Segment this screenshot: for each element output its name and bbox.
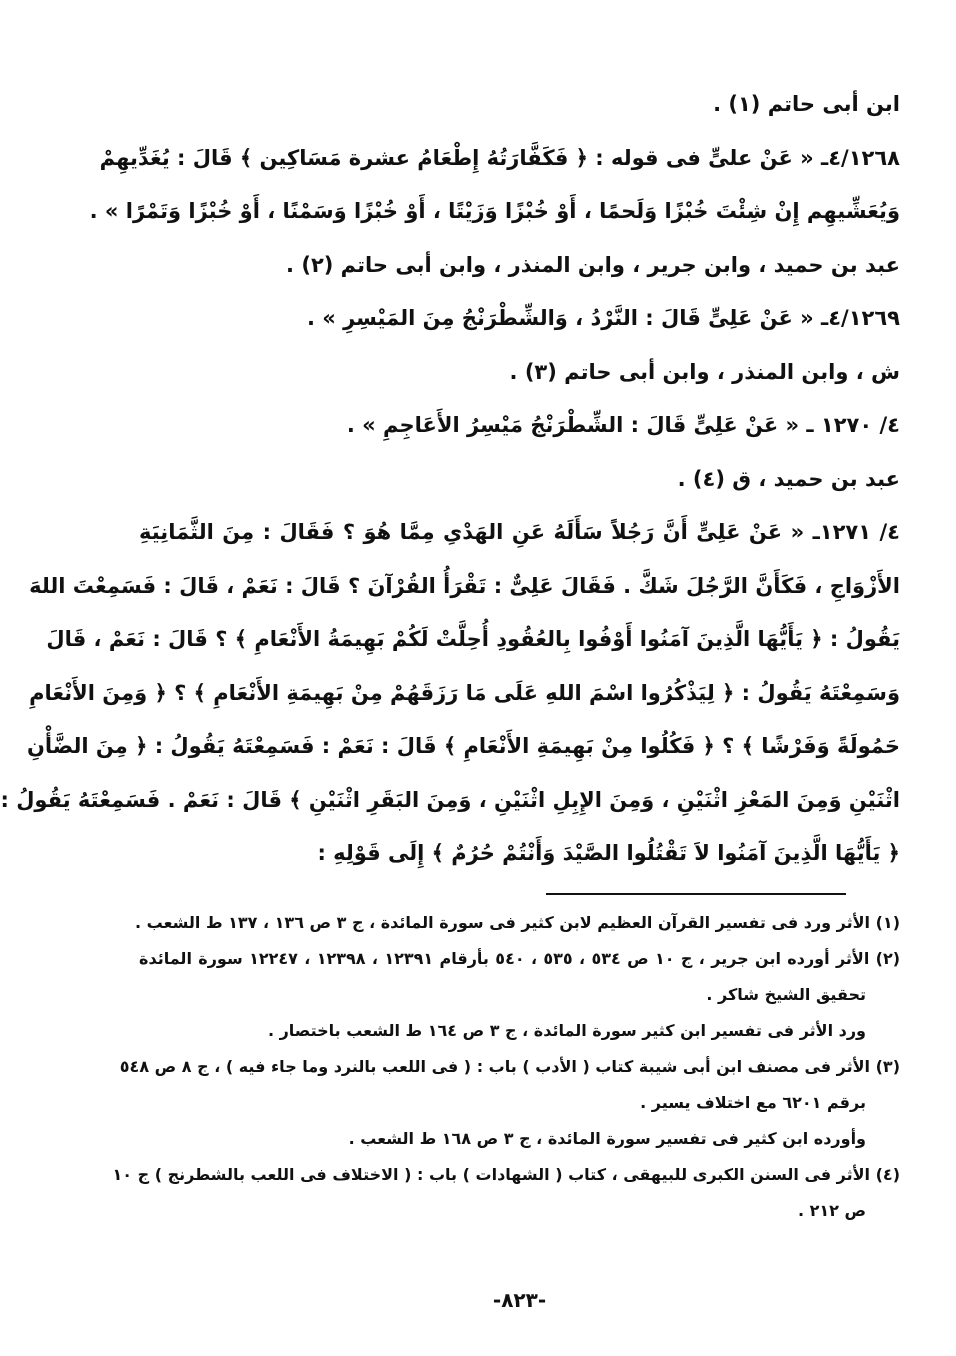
footnote-line: (١) الأثر ورد فى تفسير القرآن العظيم لابن كثير فى سورة المائدة ، ج ٣ ص ١٣٦ ، ١٣٧ ط الشعب . bbox=[134, 912, 900, 932]
footnote-line: وأورده ابن كثير فى تفسير سورة المائدة ، ج ٣ ص ١٦٨ ط الشعب . bbox=[348, 1128, 866, 1148]
text-line: ش ، وابن المنذر ، وابن أبى حاتم (٣) . bbox=[509, 359, 900, 384]
footnote-line: (٢) الأثر أورده ابن جرير ، ج ١٠ ص ٥٣٤ ، ٥٣٥ ، ٥٤٠ بأرقام ١٢٣٩١ ، ١٢٣٩٨ ، ١٢٢٤٧ سورة المائدة bbox=[139, 948, 901, 968]
footnote-line: (٤) الأثر فى السنن الكبرى للبيهقى ، كتاب ( الشهادات ) باب : ( الاختلاف فى اللعب بالشطرنج ) ج ١٠ bbox=[112, 1164, 900, 1184]
text-line: الأَزْوَاجِ ، فَكَأَنَّ الرَّجُلَ شَكَّ . فَقَالَ عَلِىٌّ : تَقْرَأُ القُرْآنَ ؟ قَالَ : نَعَمْ ، قَالَ : فَسَمِعْتَ اللهَ bbox=[29, 573, 900, 598]
footnote-line: تحقيق الشيخ شاكر . bbox=[706, 984, 866, 1004]
footnote-line: ص ٢١٢ . bbox=[797, 1200, 866, 1220]
footnote-separator bbox=[546, 893, 846, 895]
footnote-line: (٣) الأثر فى مصنف ابن أبى شيبة كتاب ( الأدب ) باب : ( فى اللعب بالنرد وما جاء فيه ) ، ج ٨ ص ٥٤٨ bbox=[119, 1056, 900, 1076]
footnote-line: برقم ٦٢٠١ مع اختلاف يسير . bbox=[640, 1092, 866, 1112]
text-line: ٤/١٢٦٨ـ « عَنْ علىٍّ فى قوله : ﴿ فَكَفَّارَتُهُ إِطْعَامُ عشرة مَسَاكِين ﴾ قَالَ : يُغَدِّيهِمْ bbox=[99, 145, 900, 170]
footnotes bbox=[112, 905, 901, 1229]
main-text bbox=[0, 78, 900, 881]
text-line: ٤/ ١٢٧١ـ « عَنْ عَلِىٍّ أَنَّ رَجُلاً سَأَلَهُ عَنِ الهَدْىِ مِمَّا هُوَ ؟ فَقَالَ : مِنَ الثَّمَانِيَةِ bbox=[139, 520, 900, 544]
text-line: ﴿ يَأَيُّهَا الَّذِينَ آمَنُوا لاَ تَقْتُلُوا الصَّيْدَ وَأَنْتُمْ حُرُمٌ ﴾ إِلَى قَوْلِهِ : bbox=[317, 841, 900, 865]
footnote-line: ورد الأثر فى تفسير ابن كثير سورة المائدة ، ج ٣ ص ١٦٤ ط الشعب باختصار . bbox=[267, 1020, 866, 1040]
text-line: حَمُولَةً وَفَرْشًا ﴾ ؟ ﴿ فَكُلُوا مِنْ بَهِيمَةِ الأَنْعَامِ ﴾ قَالَ : نَعَمْ : فَسَمِعْتَهُ يَقُولُ : ﴿ مِنَ الضَّأْنِ bbox=[27, 734, 900, 758]
text-line: ٤/١٢٦٩ـ « عَنْ عَلِىٍّ قَالَ : النَّرْدُ ، وَالشِّطْرَنْجُ مِنَ المَيْسِرِ » . bbox=[306, 306, 900, 330]
text-line: وَيُعَشِّيهِم إِنْ شِئْتَ خُبْزًا وَلَحمًا ، أَوْ خُبْزًا وَزَيْتًا ، أَوْ خُبْزًا وَسَمْنًا ، أَوْ خُبْزًا وَتَمْرًا » . bbox=[89, 199, 900, 223]
text-line: يَقُولُ : ﴿ يَأَيُّهَا الَّذِينَ آمَنُوا أَوْفُوا بِالعُقُودِ أُحِلَّتْ لَكُمْ بَهِيمَةُ الأَنْعَامِ ﴾ ؟ قَالَ : نَعَمْ ، قَالَ bbox=[46, 627, 900, 651]
text-line: ٤/ ١٢٧٠ ـ « عَنْ عَلِىٍّ قَالَ : الشِّطْرَنْجُ مَيْسِرُ الأَعَاجِمِ » . bbox=[346, 413, 900, 437]
text-line: عبد بن حميد ، ق (٤) . bbox=[677, 466, 900, 491]
text-line: اثْنَيْنِ وَمِنَ المَعْزِ اثْنَيْنِ ، وَمِنَ الإِبِلِ اثْنَيْنِ ، وَمِنَ البَقَرِ اثْنَيْنِ ﴾ قَالَ : نَعَمْ . فَسَمِعْتَهُ يَقُولُ : bbox=[0, 787, 900, 812]
page-number: -٨٢٣- bbox=[492, 1288, 547, 1312]
text-line: ابن أبى حاتم (١) . bbox=[713, 92, 900, 116]
text-line: وَسَمِعْتَهُ يَقُولُ : ﴿ لِيَذْكُرُوا اسْمَ اللهِ عَلَى مَا رَزَقَهُمْ مِنْ بَهِيمَةِ الأَنْعَامِ ﴾ ؟ ﴿ وَمِنَ الأَنْعَامِ bbox=[29, 680, 900, 705]
text-line: عبد بن حميد ، وابن جرير ، وابن المنذر ، وابن أبى حاتم (٢) . bbox=[286, 252, 900, 277]
